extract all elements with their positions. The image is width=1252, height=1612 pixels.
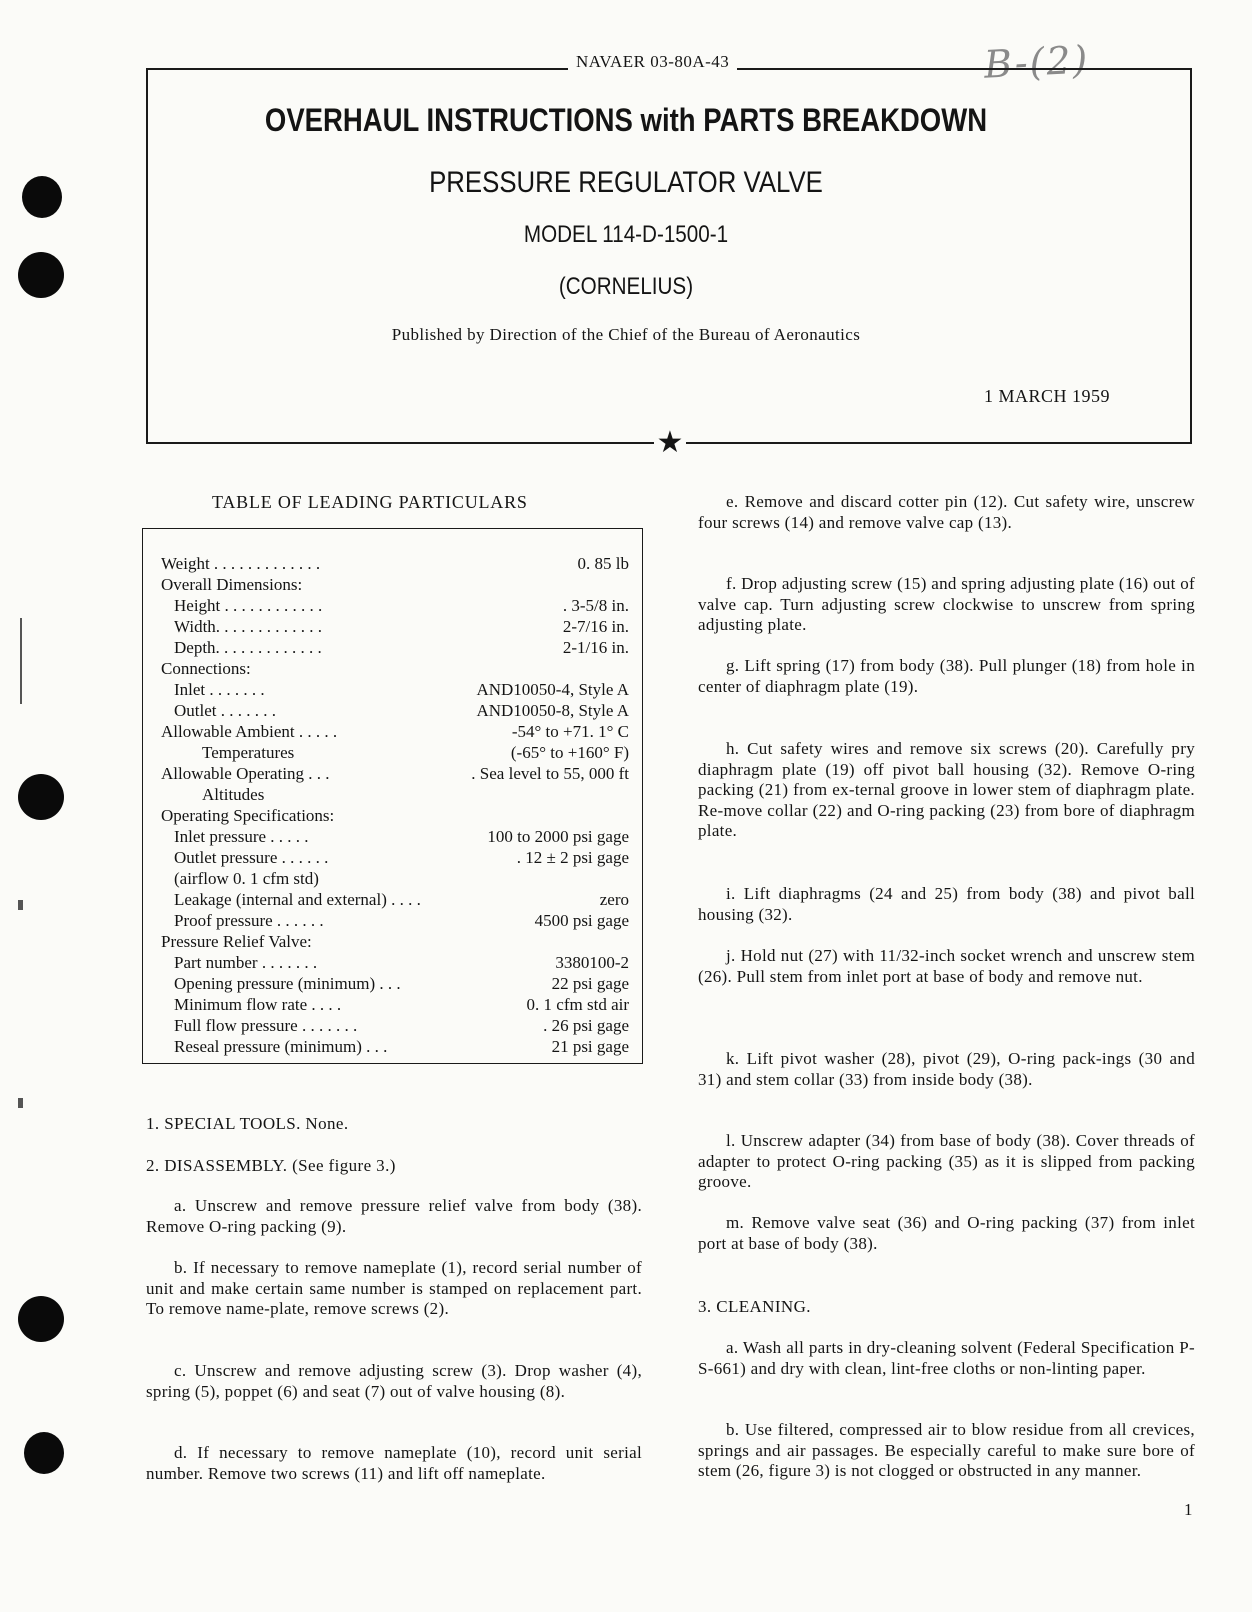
table-row-value: 3380100-2 bbox=[555, 953, 629, 972]
table-row-label: Leakage (internal and external) . . . . bbox=[174, 890, 421, 909]
binder-hole bbox=[18, 1296, 64, 1342]
table-row-value: 21 psi gage bbox=[551, 1037, 629, 1056]
table-row-value: zero bbox=[599, 890, 629, 909]
table-heading: TABLE OF LEADING PARTICULARS bbox=[212, 492, 528, 512]
binder-hole bbox=[24, 1432, 64, 1474]
table-row-label: Opening pressure (minimum) . . . bbox=[174, 974, 401, 993]
page-number: 1 bbox=[1184, 1500, 1193, 1519]
document-number: NAVAER 03-80A-43 bbox=[568, 52, 737, 72]
paragraph: d. If necessary to remove nameplate (10), record unit serial number. Remove two screws (11) and lift off nameplate. bbox=[146, 1443, 642, 1483]
table-row-value: . 26 psi gage bbox=[543, 1016, 629, 1035]
table-row-value: 4500 psi gage bbox=[534, 911, 629, 930]
paragraph: a. Unscrew and remove pressure relief valve from body (38). Remove O-ring packing (9). bbox=[146, 1196, 642, 1236]
table-row-label: Proof pressure . . . . . . bbox=[174, 911, 324, 930]
table-row-label: (airflow 0. 1 cfm std) bbox=[174, 869, 319, 888]
document-subtitle: PRESSURE REGULATOR VALVE bbox=[429, 166, 823, 199]
table-row-label: Width. . . . . . . . . . . . . bbox=[174, 617, 323, 636]
table-row-label: Altitudes bbox=[202, 785, 265, 804]
table-row-value: 100 to 2000 psi gage bbox=[487, 827, 629, 846]
paragraph: c. Unscrew and remove adjusting screw (3). Drop washer (4), spring (5), poppet (6) and seat (7) out of valve housing (8). bbox=[146, 1361, 642, 1401]
section-special-tools: 1. SPECIAL TOOLS. None. bbox=[146, 1114, 349, 1133]
paragraph: a. Wash all parts in dry-cleaning solvent (Federal Specification P-S-661) and dry with clean, lint-free cloths or non-linting paper. bbox=[698, 1338, 1195, 1378]
paragraph: m. Remove valve seat (36) and O-ring packing (37) from inlet port at base of body (38). bbox=[698, 1213, 1195, 1253]
margin-mark bbox=[18, 900, 23, 910]
binder-hole bbox=[18, 252, 64, 298]
table-row-label: Outlet . . . . . . . bbox=[174, 701, 276, 720]
paragraph: b. Use filtered, compressed air to blow residue from all crevices, springs and air passages. Be especially careful to make sure bore of stem (26, figure 3) is not clogged or obstructed in any manner. bbox=[698, 1420, 1195, 1480]
paragraph: j. Hold nut (27) with 11/32-inch socket wrench and unscrew stem (26). Pull stem from inlet port at base of body and remove nut. bbox=[698, 946, 1195, 986]
table-row-label: Operating Specifications: bbox=[161, 806, 335, 825]
table-row-label: Connections: bbox=[161, 659, 251, 678]
table-row-label: Inlet pressure . . . . . bbox=[174, 827, 309, 846]
table-row-label: Allowable Operating . . . bbox=[161, 764, 330, 783]
paragraph: i. Lift diaphragms (24 and 25) from body (38) and pivot ball housing (32). bbox=[698, 884, 1195, 924]
section-cleaning: 3. CLEANING. bbox=[698, 1297, 811, 1316]
table-row-value: 2-1/16 in. bbox=[562, 638, 629, 657]
margin-mark bbox=[20, 618, 22, 704]
table-row-label: Depth. . . . . . . . . . . . . bbox=[174, 638, 322, 657]
manufacturer: (CORNELIUS) bbox=[558, 273, 694, 300]
model-number: MODEL 114-D-1500-1 bbox=[523, 221, 729, 248]
table-row-value: 0. 1 cfm std air bbox=[526, 995, 629, 1014]
margin-mark bbox=[18, 1098, 23, 1108]
table-row-value: -54° to +71. 1° C bbox=[511, 722, 629, 741]
table-row-label: Outlet pressure . . . . . . bbox=[174, 848, 329, 867]
paragraph: h. Cut safety wires and remove six screws (20). Carefully pry diaphragm plate (19) off pivot ball housing (32). Remove O-ring packing (21) from ex-ternal groove in lower stem of diaphragm plate. Re-move collar (22) and O-ring packing (23) from bore of diaphragm plate. bbox=[698, 739, 1195, 840]
table-row-label: Inlet . . . . . . . bbox=[174, 680, 265, 699]
table-row-value: 2-7/16 in. bbox=[562, 617, 629, 636]
table-row-label: Reseal pressure (minimum) . . . bbox=[174, 1037, 388, 1056]
paragraph: k. Lift pivot washer (28), pivot (29), O-ring pack-ings (30 and 31) and stem collar (33) from inside body (38). bbox=[698, 1049, 1195, 1089]
paragraph: l. Unscrew adapter (34) from base of body (38). Cover threads of adapter to protect O-ring packing (35) as it is slipped from packing groove. bbox=[698, 1131, 1195, 1191]
table-row-label: Weight . . . . . . . . . . . . . bbox=[161, 554, 321, 573]
table-row-value: AND10050-4, Style A bbox=[476, 680, 629, 699]
table-row-value: (-65° to +160° F) bbox=[510, 743, 629, 762]
table-row-value: . 12 ± 2 psi gage bbox=[516, 848, 629, 867]
section-disassembly: 2. DISASSEMBLY. (See figure 3.) bbox=[146, 1156, 396, 1175]
star-icon: ★ bbox=[654, 426, 686, 460]
paragraph: e. Remove and discard cotter pin (12). Cut safety wire, unscrew four screws (14) and remove valve cap (13). bbox=[698, 492, 1195, 532]
table-row-label: Temperatures bbox=[202, 743, 295, 762]
publication-date: 1 MARCH 1959 bbox=[984, 386, 1111, 406]
table-row-value: AND10050-8, Style A bbox=[476, 701, 629, 720]
table-row-label: Minimum flow rate . . . . bbox=[174, 995, 342, 1014]
table-row-label: Part number . . . . . . . bbox=[174, 953, 318, 972]
table-row-label: Full flow pressure . . . . . . . bbox=[174, 1016, 358, 1035]
binder-hole bbox=[18, 774, 64, 820]
table-row-value: 22 psi gage bbox=[551, 974, 629, 993]
paragraph: f. Drop adjusting screw (15) and spring adjusting plate (16) out of valve cap. Turn adjusting screw clockwise to unscrew from spring adjusting plate. bbox=[698, 574, 1195, 634]
paragraph: g. Lift spring (17) from body (38). Pull plunger (18) from hole in center of diaphragm plate (19). bbox=[698, 656, 1195, 696]
document-title: OVERHAUL INSTRUCTIONS with PARTS BREAKDOWN bbox=[264, 102, 988, 138]
published-by: Published by Direction of the Chief of the Bureau of Aeronautics bbox=[391, 325, 861, 344]
table-row-label: Pressure Relief Valve: bbox=[161, 932, 312, 951]
table-row-value: . 3-5/8 in. bbox=[562, 596, 629, 615]
table-row-value: 0. 85 lb bbox=[577, 554, 629, 573]
table-row-label: Allowable Ambient . . . . . bbox=[161, 722, 338, 741]
table-row-label: Height . . . . . . . . . . . . bbox=[174, 596, 323, 615]
binder-hole bbox=[22, 176, 62, 218]
table-row-label: Overall Dimensions: bbox=[161, 575, 303, 594]
handwritten-mark: B-(2) bbox=[982, 37, 1091, 87]
paragraph: b. If necessary to remove nameplate (1), record serial number of unit and make certain same number is stamped on replacement part. To remove name-plate, remove screws (2). bbox=[146, 1258, 642, 1318]
table-row-value: . Sea level to 55, 000 ft bbox=[471, 764, 629, 783]
